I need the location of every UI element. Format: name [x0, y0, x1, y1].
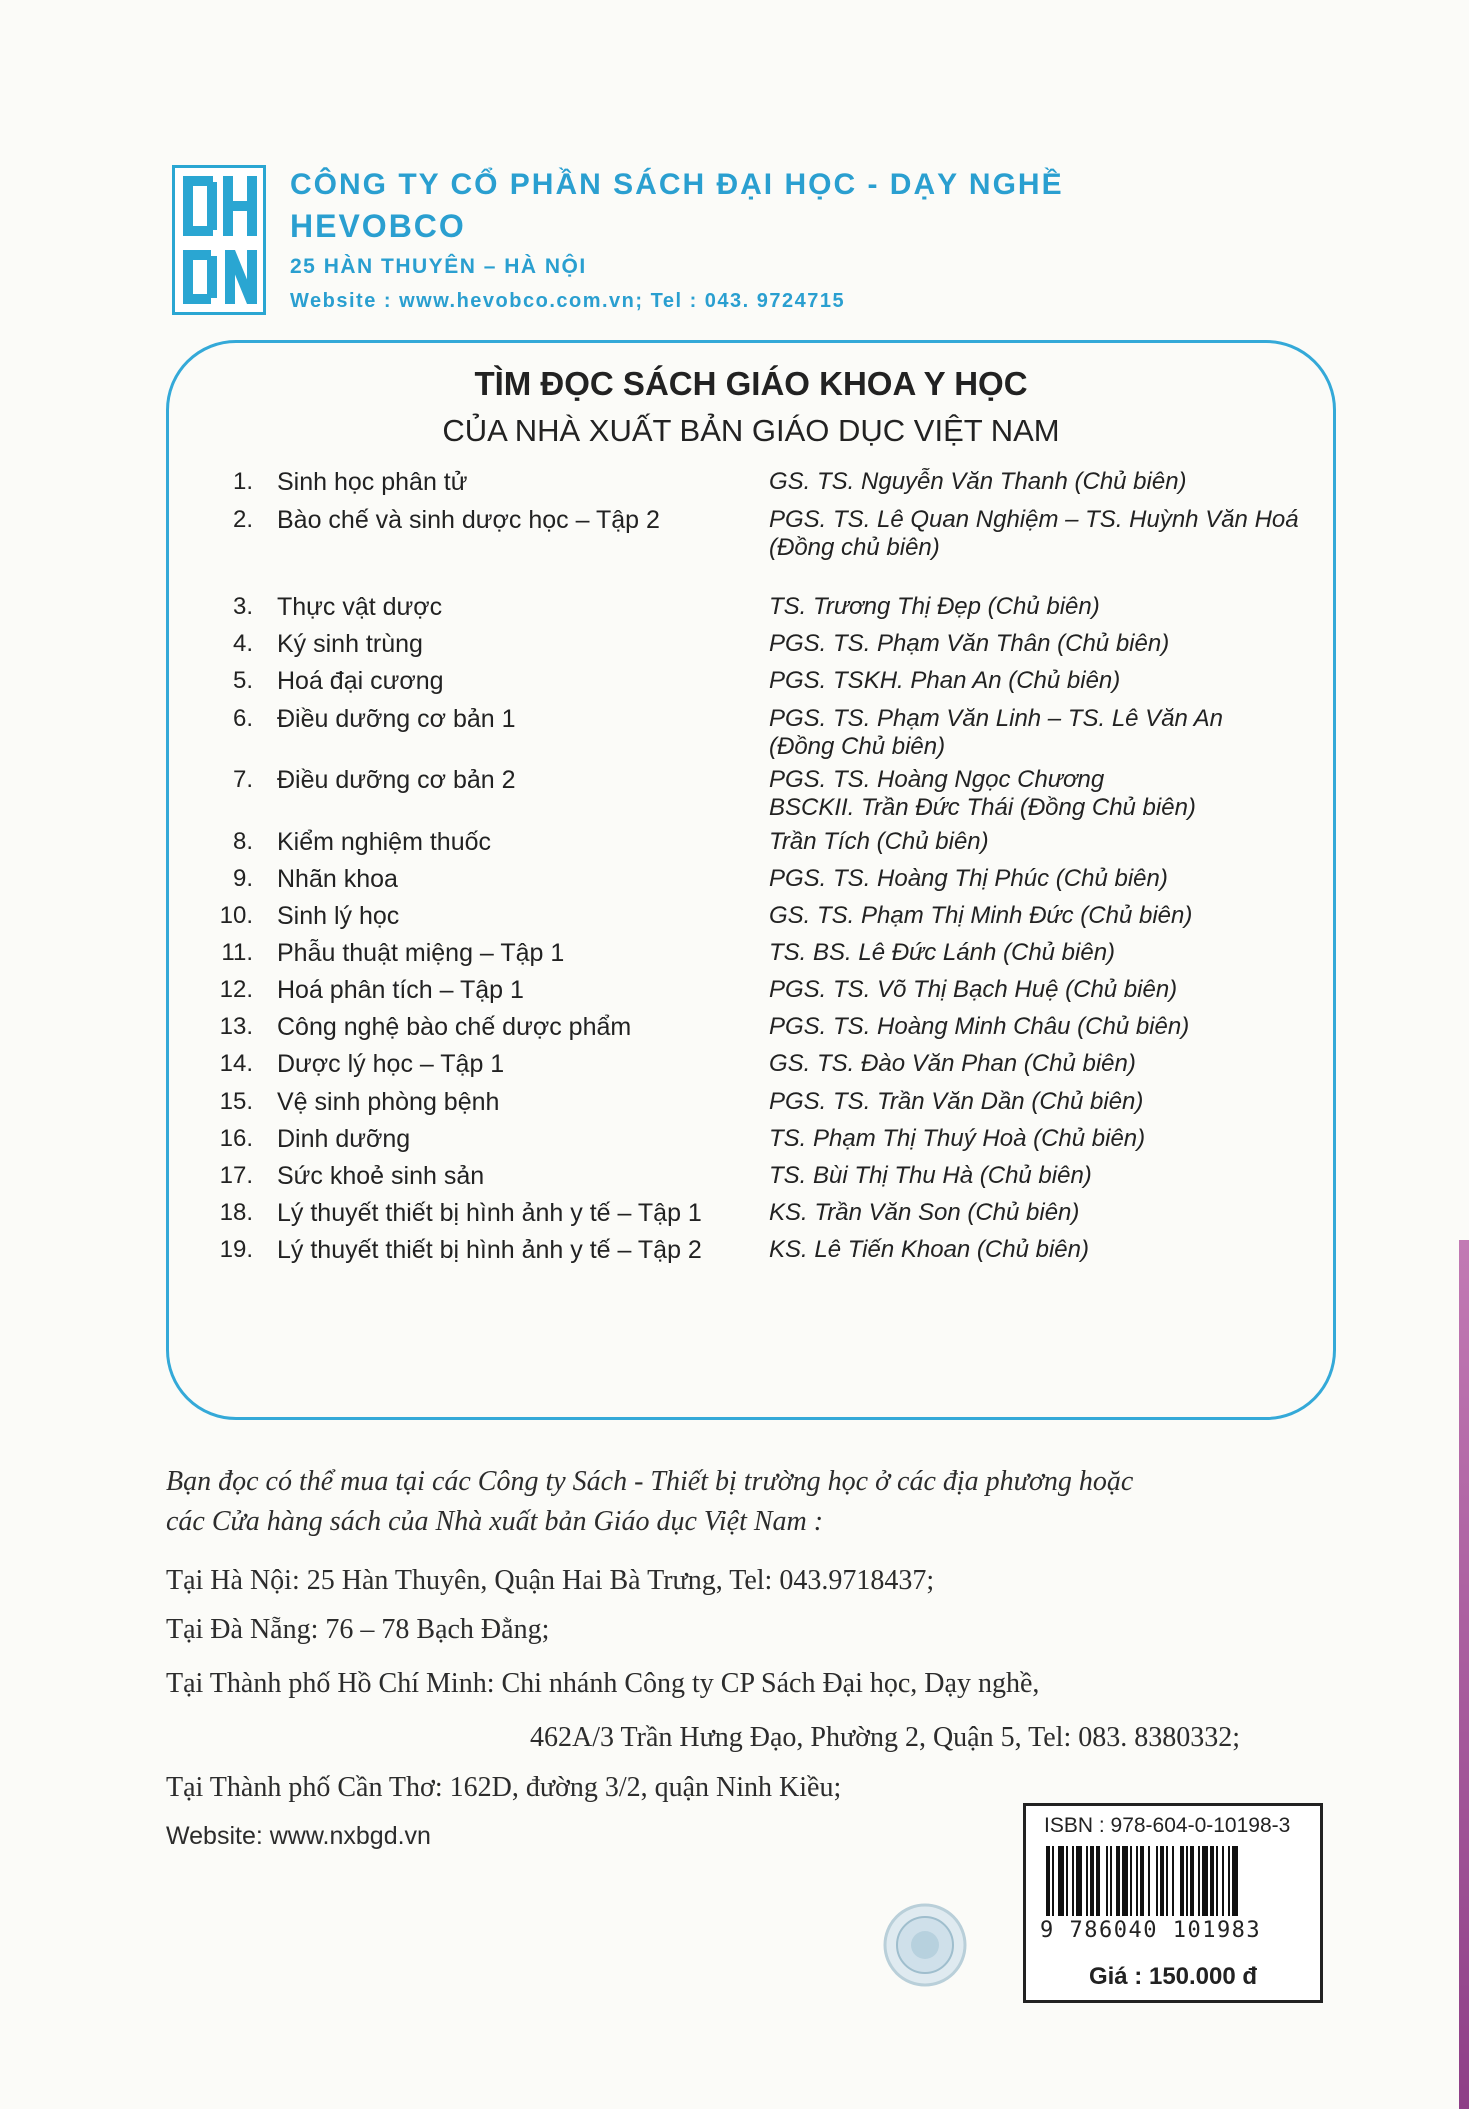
barcode-bar: [1052, 1846, 1054, 1916]
barcode-bar: [1216, 1846, 1218, 1916]
book-title: Điều dưỡng cơ bản 1: [277, 705, 516, 733]
book-author: PGS. TS. Hoàng Thị Phúc (Chủ biên): [769, 865, 1168, 892]
barcode-bar: [1160, 1846, 1164, 1916]
book-author: PGS. TS. Hoàng Ngọc Chương BSCKII. Trần Đức Thái (Đồng Chủ biên): [769, 766, 1196, 821]
barcode-bar: [1130, 1846, 1132, 1916]
book-author: GS. TS. Nguyễn Văn Thanh (Chủ biên): [769, 468, 1187, 495]
barcode-bar: [1198, 1846, 1200, 1916]
barcode-bar: [1076, 1846, 1082, 1916]
book-number: 16.: [219, 1125, 253, 1152]
book-author: TS. Phạm Thị Thuý Hoà (Chủ biên): [769, 1125, 1146, 1152]
book-title: Nhãn khoa: [277, 865, 398, 893]
book-author: TS. Trương Thị Đẹp (Chủ biên): [769, 593, 1100, 620]
book-author: PGS. TS. Phạm Văn Linh – TS. Lê Văn An (Đồng Chủ biên): [769, 705, 1224, 760]
cover-edge-stripe: [1459, 1240, 1469, 2109]
book-title: Công nghệ bào chế dược phẩm: [277, 1013, 632, 1041]
book-author: KS. Trần Văn Son (Chủ biên): [769, 1199, 1080, 1226]
barcode-bar: [1058, 1846, 1064, 1916]
barcode-bar: [1232, 1846, 1238, 1916]
purchase-intro: Bạn đọc có thể mua tại các Công ty Sách - Thiết bị trường học ở các địa phương hoặc các Cửa hàng sách của Nhà xuất bản Giáo dục Việt Nam :: [166, 1466, 1134, 1537]
book-title: Lý thuyết thiết bị hình ảnh y tế – Tập 2: [277, 1236, 702, 1264]
book-title: Kiểm nghiệm thuốc: [277, 828, 492, 856]
book-author: PGS. TS. Trần Văn Dần (Chủ biên): [769, 1088, 1144, 1115]
book-title: Thực vật dược: [277, 593, 443, 621]
book-number: 3.: [232, 593, 253, 620]
book-number: 12.: [219, 976, 253, 1003]
address-hcm-street: 462A/3 Trần Hưng Đạo, Phường 2, Quận 5, Tel: 083. 8380332;: [530, 1722, 1241, 1753]
book-number: 2.: [232, 506, 253, 533]
barcode-bar: [1066, 1846, 1068, 1916]
barcode-bar: [1090, 1846, 1094, 1916]
book-title: Sinh học phân tử: [277, 468, 468, 496]
publisher-website: Website : www.hevobco.com.vn; Tel : 043. 9724715: [290, 290, 846, 312]
book-author: GS. TS. Phạm Thị Minh Đức (Chủ biên): [769, 902, 1193, 929]
book-title: Phẫu thuật miệng – Tập 1: [277, 939, 565, 967]
barcode-bar: [1210, 1846, 1214, 1916]
barcode-bar: [1096, 1846, 1100, 1916]
publisher-brand: HEVOBCO: [290, 208, 466, 244]
book-number: 10.: [219, 902, 253, 929]
barcode-bar: [1140, 1846, 1144, 1916]
barcode-bar: [1148, 1846, 1150, 1916]
book-number: 13.: [219, 1013, 253, 1040]
barcode-bar: [1190, 1846, 1194, 1916]
book-number: 18.: [219, 1199, 253, 1226]
book-title: Điều dưỡng cơ bản 2: [277, 766, 516, 794]
book-title: Ký sinh trùng: [277, 630, 423, 658]
barcode-bar: [1106, 1846, 1108, 1916]
barcode-bar: [1136, 1846, 1138, 1916]
book-author: PGS. TS. Lê Quan Nghiệm – TS. Huỳnh Văn Hoá (Đồng chủ biên): [769, 506, 1299, 561]
book-number: 11.: [221, 939, 253, 966]
book-title: Dược lý học – Tập 1: [277, 1050, 505, 1078]
book-title: Sức khoẻ sinh sản: [277, 1162, 485, 1190]
book-number: 1.: [232, 468, 253, 495]
book-list-title: TÌM ĐỌC SÁCH GIÁO KHOA Y HỌC: [474, 365, 1028, 402]
book-author: KS. Lê Tiến Khoan (Chủ biên): [769, 1236, 1089, 1263]
book-number: 17.: [219, 1162, 253, 1189]
nxbgd-website: Website: www.nxbgd.vn: [166, 1822, 431, 1850]
book-number: 19.: [219, 1236, 253, 1263]
barcode-bar: [1166, 1846, 1168, 1916]
isbn-box: [1023, 1803, 1323, 2003]
book-title: Vệ sinh phòng bệnh: [277, 1088, 500, 1116]
address-hcm: Tại Thành phố Hồ Chí Minh: Chi nhánh Công ty CP Sách Đại học, Dạy nghề,: [166, 1668, 1040, 1699]
barcode-bar: [1122, 1846, 1128, 1916]
address-cantho: Tại Thành phố Cần Thơ: 162D, đường 3/2, quận Ninh Kiều;: [166, 1772, 842, 1803]
publisher-logo-mark: [175, 168, 263, 312]
barcode-bar: [1110, 1846, 1112, 1916]
address-danang: Tại Đà Nẵng: 76 – 78 Bạch Đằng;: [166, 1614, 550, 1645]
barcode-digits: 9 786040 101983: [1040, 1918, 1262, 1943]
book-number: 5.: [232, 667, 253, 694]
hologram-seal-icon: [880, 1900, 970, 1990]
book-author: PGS. TS. Phạm Văn Thân (Chủ biên): [769, 630, 1170, 657]
book-number: 6.: [232, 705, 253, 732]
price: Giá : 150.000 đ: [1088, 1963, 1258, 1990]
book-title: Bào chế và sinh dược học – Tập 2: [277, 506, 660, 534]
book-title: Dinh dưỡng: [277, 1125, 411, 1153]
book-author: Trần Tích (Chủ biên): [769, 828, 989, 855]
book-number: 4.: [232, 630, 253, 657]
barcode-bar: [1046, 1846, 1050, 1916]
book-author: TS. BS. Lê Đức Lánh (Chủ biên): [769, 939, 1116, 966]
barcode-bar: [1222, 1846, 1224, 1916]
book-list-box: [166, 340, 1336, 1420]
barcode-bar: [1186, 1846, 1188, 1916]
book-list-subtitle: CỦA NHÀ XUẤT BẢN GIÁO DỤC VIỆT NAM: [442, 413, 1060, 448]
book-title: Lý thuyết thiết bị hình ảnh y tế – Tập 1: [277, 1199, 702, 1227]
book-title: Sinh lý học: [277, 902, 400, 930]
barcode-bar: [1156, 1846, 1158, 1916]
book-number: 15.: [219, 1088, 253, 1115]
barcode-bar: [1116, 1846, 1120, 1916]
barcode-bar: [1180, 1846, 1184, 1916]
barcode-bar: [1202, 1846, 1208, 1916]
publisher-name: CÔNG TY CỔ PHẦN SÁCH ĐẠI HỌC - DẠY NGHỀ: [290, 168, 1064, 201]
book-number: 9.: [232, 865, 253, 892]
book-author: PGS. TS. Hoàng Minh Châu (Chủ biên): [769, 1013, 1190, 1040]
isbn-number: ISBN : 978-604-0-10198-3: [1044, 1814, 1291, 1837]
book-author: PGS. TSKH. Phan An (Chủ biên): [769, 667, 1121, 694]
book-author: TS. Bùi Thị Thu Hà (Chủ biên): [769, 1162, 1092, 1189]
book-number: 8.: [232, 828, 253, 855]
barcode-bar: [1172, 1846, 1174, 1916]
book-title: Hoá đại cương: [277, 667, 444, 695]
publisher-logo: [172, 165, 266, 315]
barcode-bar: [1228, 1846, 1230, 1916]
address-hanoi: Tại Hà Nội: 25 Hàn Thuyên, Quận Hai Bà Trưng, Tel: 043.9718437;: [166, 1565, 935, 1596]
barcode: [1044, 1846, 1306, 1918]
book-number: 7.: [232, 766, 253, 793]
publisher-address: 25 HÀN THUYÊN – HÀ NỘI: [290, 255, 587, 278]
book-author: PGS. TS. Võ Thị Bạch Huệ (Chủ biên): [769, 976, 1178, 1003]
book-number: 14.: [219, 1050, 253, 1077]
barcode-bar: [1086, 1846, 1088, 1916]
barcode-bar: [1072, 1846, 1074, 1916]
book-title: Hoá phân tích – Tập 1: [277, 976, 524, 1004]
book-author: GS. TS. Đào Văn Phan (Chủ biên): [769, 1050, 1136, 1077]
